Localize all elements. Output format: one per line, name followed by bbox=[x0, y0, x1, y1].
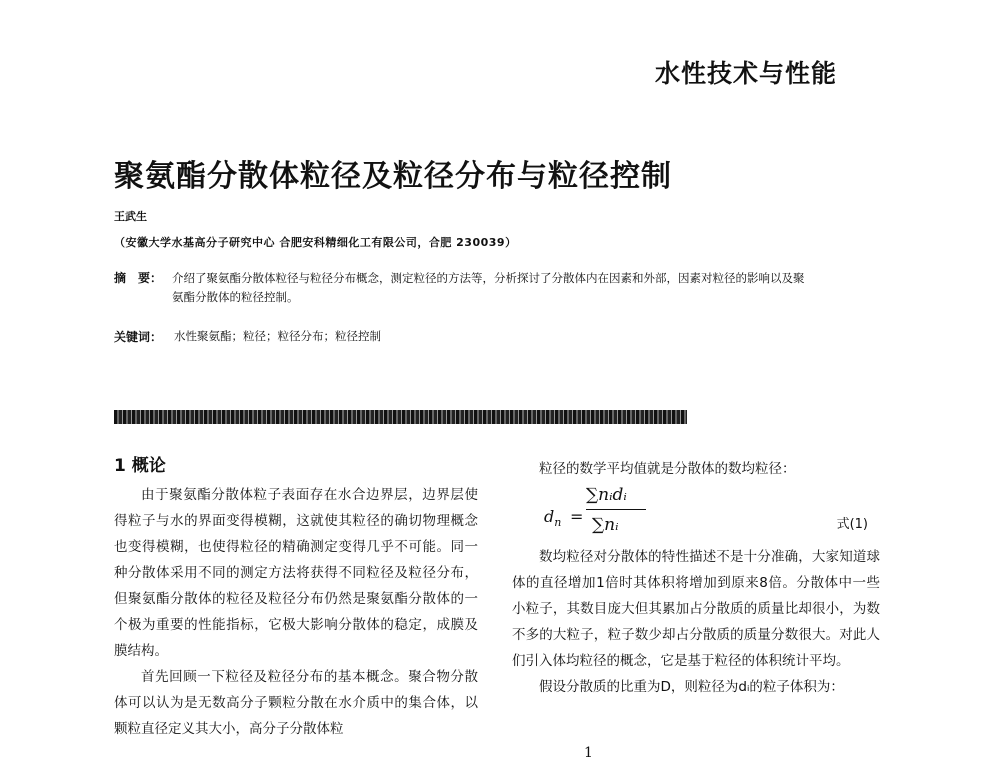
paragraph: 粒径的数学平均值就是分散体的数均粒径： bbox=[539, 461, 796, 477]
formula-numerator: ∑nᵢdᵢ bbox=[586, 485, 627, 505]
paragraph: 由于聚氨酯分散体粒子表面存在水合边界层，边界层使得粒子与水的界面变得模糊，这就使其粒径的确切物理概念也变得模糊，也使得粒径的精确测定变得几乎不可能。同一种分散体采用不同的测定方法将获得不同粒径及粒径分布，但聚氨酯分散体的粒径及粒径分布仍然是聚氨酯分散体的一个极为重要的性能指标，它极大影响分散体的稳定，成膜及膜结构。 bbox=[114, 487, 478, 659]
formula-label: 式(1) bbox=[836, 517, 868, 532]
right-column bbox=[512, 456, 880, 700]
left-column bbox=[114, 452, 478, 742]
keywords-text: 水性聚氨酯；粒径；粒径分布；粒径控制 bbox=[174, 329, 381, 343]
author-affiliation: （安徽大学水基高分子研究中心 合肥安科精细化工有限公司，合肥 230039） bbox=[114, 236, 517, 249]
formula-lhs: $d_n$ bbox=[544, 507, 562, 530]
number-average-formula bbox=[512, 482, 880, 544]
author-name: 王武生 bbox=[114, 210, 147, 223]
fraction-numerator: 1 bbox=[584, 745, 593, 761]
journal-section-tag: 水性技术与性能 bbox=[655, 59, 838, 88]
abstract-text: 介绍了聚氨酯分散体粒径与粒径分布概念，测定粒径的方法等，分析探讨了分散体内在因素和外部，因素对粒径的影响以及聚氨酯分散体的粒径控制。 bbox=[172, 271, 805, 304]
paragraph: 首先回顾一下粒径及粒径分布的基本概念。聚合物分散体可以认为是无数高分子颗粒分散在水介质中的集合体，以颗粒直径定义其大小，高分子分散体粒 bbox=[114, 669, 478, 737]
paper-title: 聚氨酯分散体粒径及粒径分布与粒径控制 bbox=[114, 159, 672, 194]
paragraph: 数均粒径对分散体的特性描述不是十分准确，大家知道球体的直径增加1倍时其体积将增加到原来8倍。分散体中一些小粒子，其数目庞大但其累加占分散质的质量比却很小，为数不多的大粒子，粒子数少却占分散质的质量分数很大。对此人们引入体均粒径的概念，它是基于粒径的体积统计平均。 bbox=[512, 549, 880, 669]
formula-denominator: ∑nᵢ bbox=[592, 515, 619, 535]
equals-sign: = bbox=[570, 507, 584, 526]
keywords-label: 关键词： bbox=[114, 330, 163, 344]
fraction-bar bbox=[586, 509, 646, 510]
section-heading: 1 概论 bbox=[114, 456, 166, 476]
decorative-divider bbox=[114, 410, 687, 424]
paragraph: 假设分散质的比重为D，则粒径为dᵢ的粒子体积为： bbox=[539, 679, 844, 695]
abstract-label: 摘 要： bbox=[114, 271, 163, 285]
